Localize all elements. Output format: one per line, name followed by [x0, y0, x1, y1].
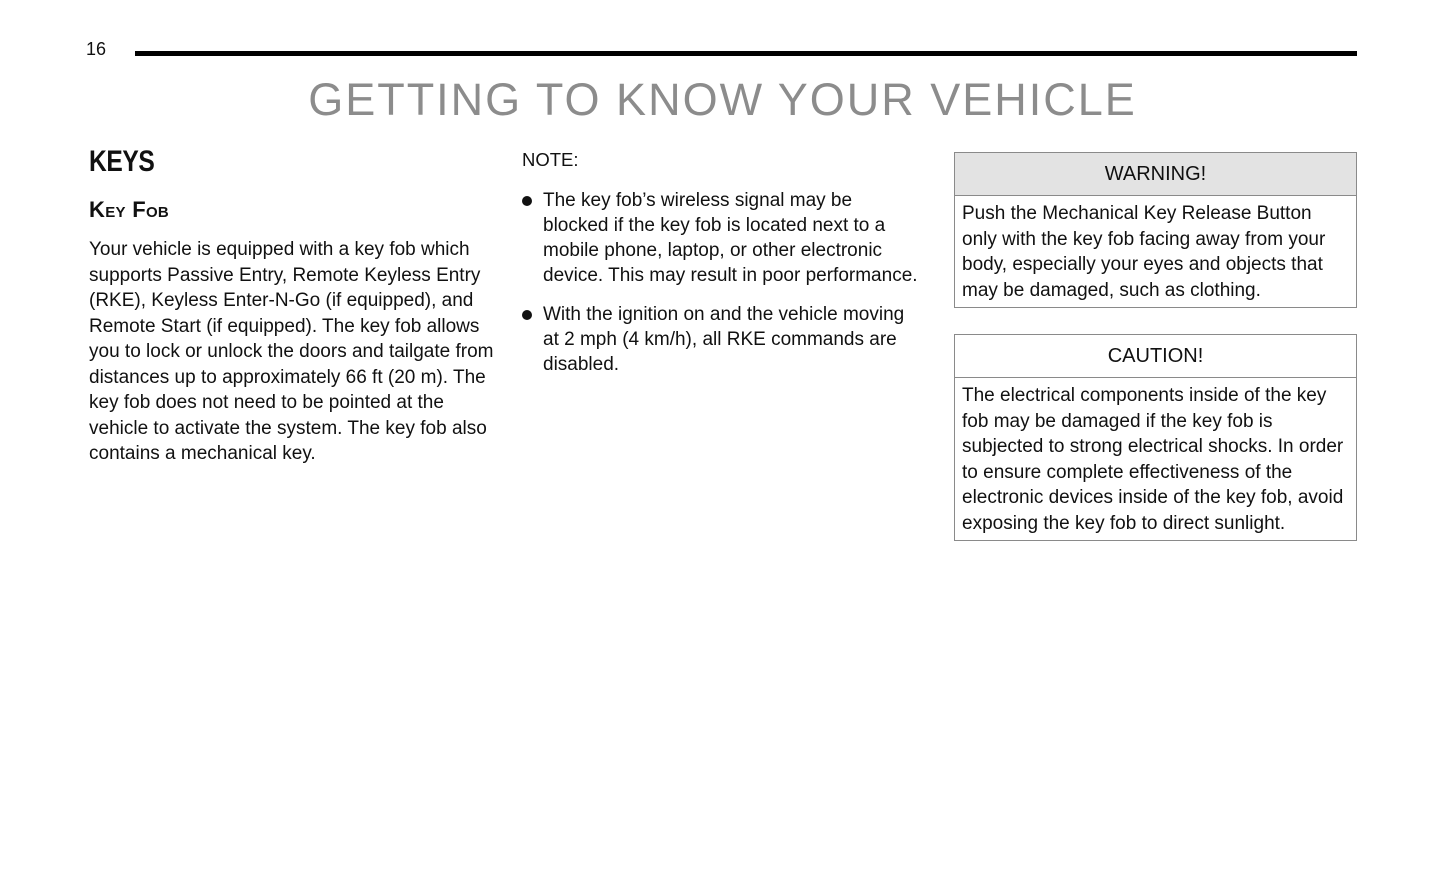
note-label: NOTE: [522, 149, 579, 170]
note-item [522, 188, 922, 288]
caution-text: The electrical components inside of the key fob may be damaged if the key fob is subjected to strong electrical shocks. In order to ensure complete effectiveness of the electronic devices inside of the key fob, avoid exposing the key fob to direct sunlight. [962, 385, 1344, 534]
warning-box [954, 152, 1357, 308]
key-fob-paragraph: Your vehicle is equipped with a key fob which supports Passive Entry, Remote Keyless Entry (RKE), Keyless Enter-N-Go (if equipped), and Remote Start (if equipped). The key fob allows you to lock or unlock the doors and tailgate from distances up to approximately 66 ft (20 m). The key fob does not need to be pointed at the vehicle to activate the system. The key fob also contains a mechanical key. [89, 239, 494, 464]
warning-heading: WARNING! [955, 153, 1356, 196]
bullet-icon [522, 310, 532, 320]
page-number: 16 [86, 39, 107, 59]
note-text: The key fob’s wireless signal may be blocked if the key fob is located next to a mobile phone, laptop, or other electronic device. This may result in poor performance. [543, 190, 918, 286]
note-list [522, 188, 922, 391]
bullet-icon [522, 196, 532, 206]
header-rule [135, 51, 1357, 56]
note-item [522, 302, 922, 377]
caution-heading: CAUTION! [955, 335, 1356, 378]
subsection-title: Key Fob [89, 197, 170, 222]
note-text: With the ignition on and the vehicle moving at 2 mph (4 km/h), all RKE commands are disabled. [543, 304, 905, 375]
section-title: KEYS [89, 145, 155, 178]
warning-text: Push the Mechanical Key Release Button only with the key fob facing away from your body, especially your eyes and objects that may be damaged, such as clothing. [962, 203, 1326, 301]
caution-box [954, 334, 1357, 541]
chapter-title: GETTING TO KNOW YOUR VEHICLE [308, 74, 1137, 125]
